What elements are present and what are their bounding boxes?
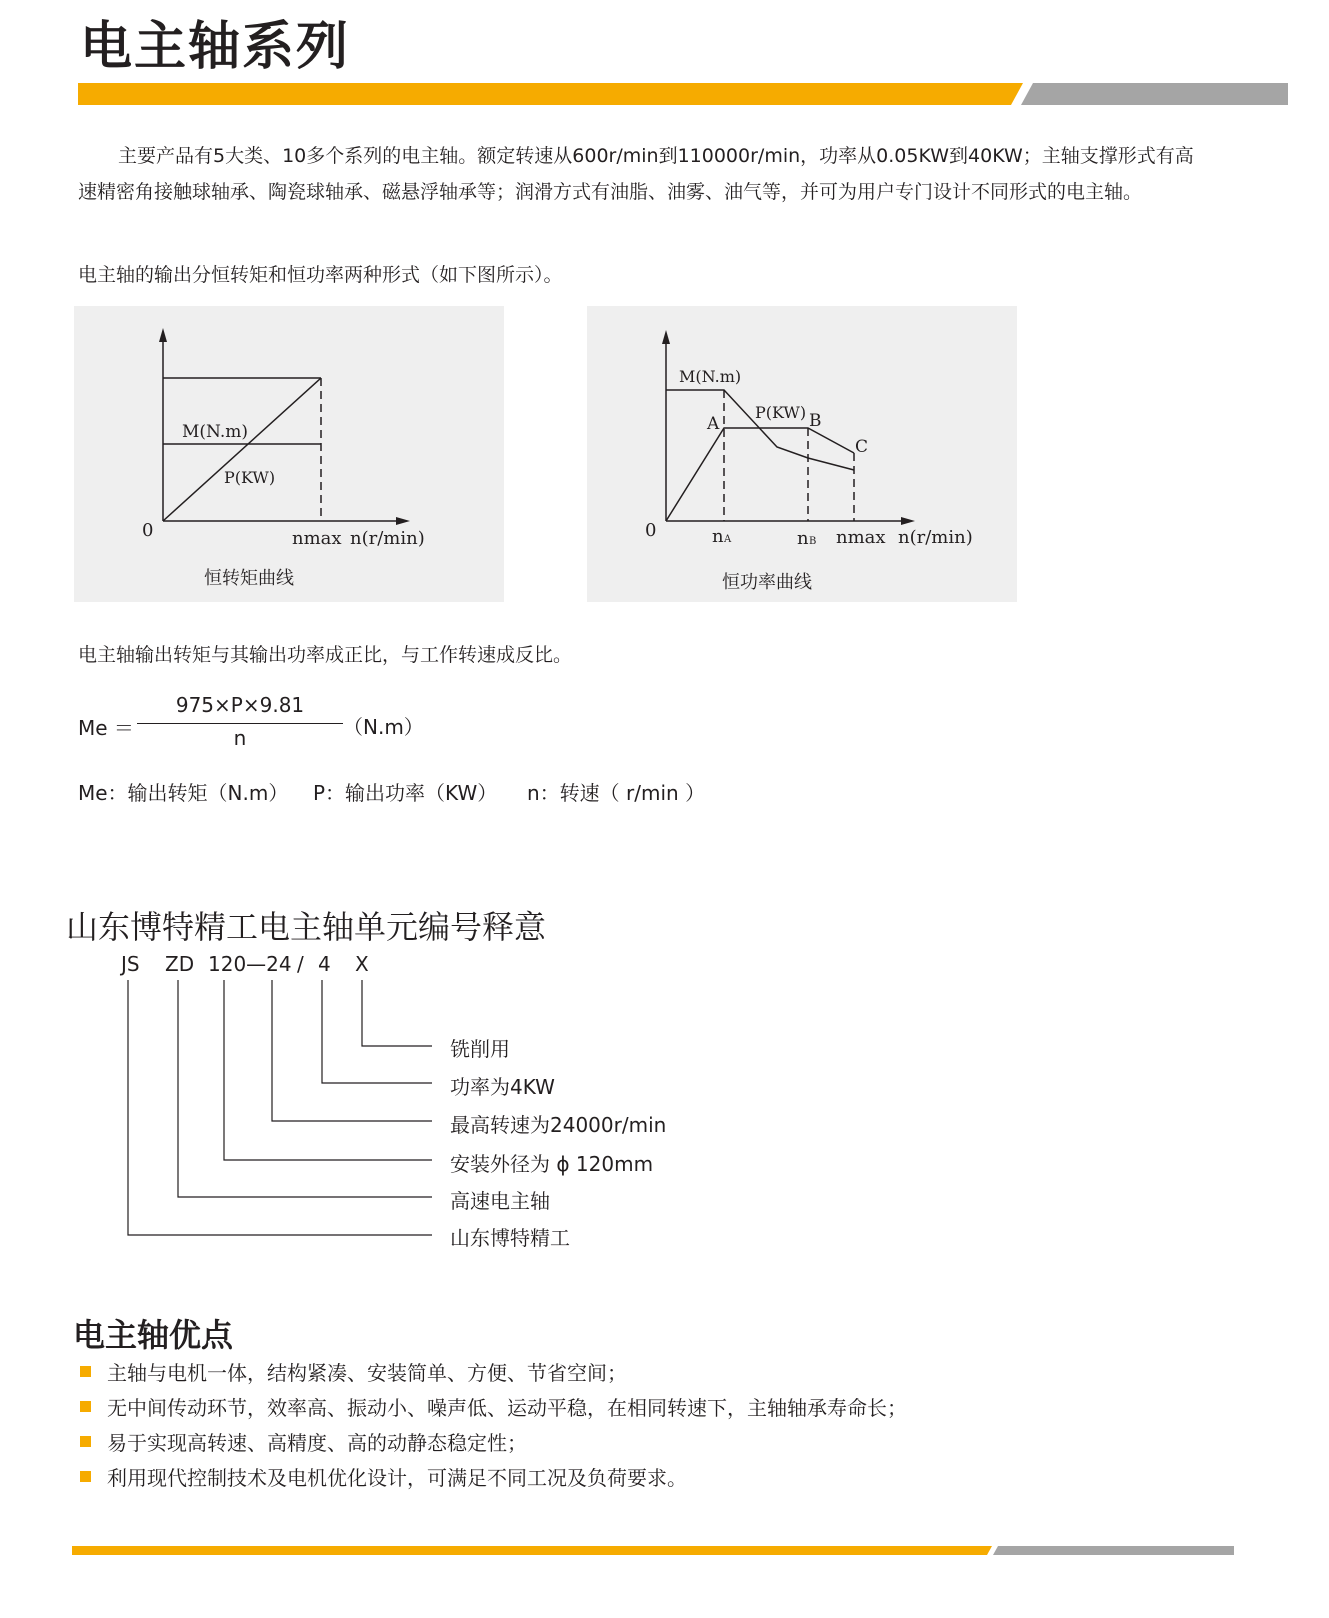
y-axis-arrow <box>662 330 670 344</box>
advantage-item <box>80 1392 907 1421</box>
intro-line-2: 速精密角接触球轴承、陶瓷球轴承、磁悬浮轴承等；润滑方式有油脂、油雾、油气等，并可为用户专门设计不同形式的电主轴。 <box>78 181 1143 203</box>
power-line <box>163 378 321 521</box>
formula-unit: （N.m） <box>343 715 424 739</box>
torque-chart <box>74 306 504 602</box>
x-axis-label: n(r/min) <box>350 528 425 549</box>
output-forms-text: 电主轴的输出分恒转矩和恒功率两种形式（如下图所示）。 <box>78 264 563 286</box>
power-label: P(KW) <box>755 403 807 422</box>
x-axis-arrow <box>396 517 410 525</box>
power-curve <box>666 428 854 521</box>
legend-p: P：输出功率（KW） <box>313 781 498 805</box>
torque-chart-svg <box>74 306 504 602</box>
power-chart-caption: 恒功率曲线 <box>722 572 812 593</box>
meaning-power: 功率为4KW <box>450 1075 555 1099</box>
code-part-power: 4 <box>318 952 331 976</box>
code-part-use: X <box>355 952 369 976</box>
power-label: P(KW) <box>224 468 276 487</box>
header-band <box>78 83 1288 105</box>
advantages-title: 电主轴优点 <box>73 1316 234 1354</box>
advantage-text: 主轴与电机一体，结构紧凑、安装简单、方便、节省空间； <box>107 1361 627 1385</box>
meaning-type: 高速电主轴 <box>450 1189 550 1213</box>
formula-numerator: 975×P×9.81 <box>175 693 305 717</box>
nmax-label: nmax <box>292 528 342 549</box>
formula-denominator: n <box>233 726 247 750</box>
fraction-bar <box>137 723 343 724</box>
na-subscript: A <box>724 534 732 545</box>
x-axis-label: n(r/min) <box>898 527 973 548</box>
torque-label: M(N.m) <box>182 422 248 442</box>
power-chart-svg <box>587 306 1017 602</box>
meaning-speed: 最高转速为24000r/min <box>450 1113 667 1137</box>
advantage-text: 无中间传动环节，效率高、振动小、噪声低、运动平稳，在相同转速下，主轴轴承寿命长； <box>107 1396 907 1420</box>
nmax-label: nmax <box>836 527 886 548</box>
bullet-square-icon <box>80 1436 91 1447</box>
na-label: n <box>712 526 724 547</box>
point-c-label: C <box>855 437 869 457</box>
advantage-item <box>80 1357 627 1386</box>
advantage-text: 利用现代控制技术及电机优化设计，可满足不同工况及负荷要求。 <box>107 1466 687 1490</box>
code-part-zd: ZD <box>165 952 195 976</box>
code-part-slash: / <box>297 952 304 976</box>
torque-label: M(N.m) <box>679 367 742 386</box>
bullet-square-icon <box>80 1471 91 1482</box>
code-part-size: 120—24 <box>208 952 292 976</box>
code-part-js: JS <box>121 952 140 976</box>
bullet-square-icon <box>80 1401 91 1412</box>
meaning-diameter: 安装外径为 ϕ 120mm <box>450 1152 654 1176</box>
y-axis-arrow <box>159 328 167 342</box>
code-section-title: 山东博特精工电主轴单元编号释意 <box>66 908 547 946</box>
meaning-brand: 山东博特精工 <box>450 1226 570 1250</box>
origin-label: 0 <box>142 520 154 541</box>
intro-paragraph <box>78 138 1288 210</box>
advantage-item <box>80 1427 527 1456</box>
page-title: 电主轴系列 <box>80 17 351 77</box>
meaning-use: 铣削用 <box>450 1037 510 1061</box>
advantage-item <box>80 1462 687 1491</box>
footer-band <box>72 1540 1234 1549</box>
code-connector-lines <box>0 975 460 1245</box>
nb-label: n <box>797 528 809 549</box>
legend-me: Me：输出转矩（N.m） <box>78 781 289 805</box>
intro-line-1: 主要产品有5大类、10多个系列的电主轴。额定转速从600r/min到110000r/min，功率从0.05KW到40KW；主轴支撑形式有高 <box>118 145 1194 167</box>
point-a-label: A <box>707 414 720 434</box>
torque-chart-caption: 恒转矩曲线 <box>204 568 294 589</box>
origin-label: 0 <box>645 520 657 541</box>
advantage-text: 易于实现高转速、高精度、高的动静态稳定性； <box>107 1431 527 1455</box>
relation-text: 电主轴输出转矩与其输出功率成正比，与工作转速成反比。 <box>78 644 573 666</box>
torque-curve <box>666 390 854 470</box>
bullet-square-icon <box>80 1366 91 1377</box>
legend-n: n：转速（ r/min ） <box>527 781 706 805</box>
formula-lhs: Me ＝ <box>78 716 134 740</box>
nb-subscript: B <box>809 536 817 547</box>
point-b-label: B <box>809 411 822 431</box>
x-axis-arrow <box>901 517 915 525</box>
power-chart <box>587 306 1017 602</box>
